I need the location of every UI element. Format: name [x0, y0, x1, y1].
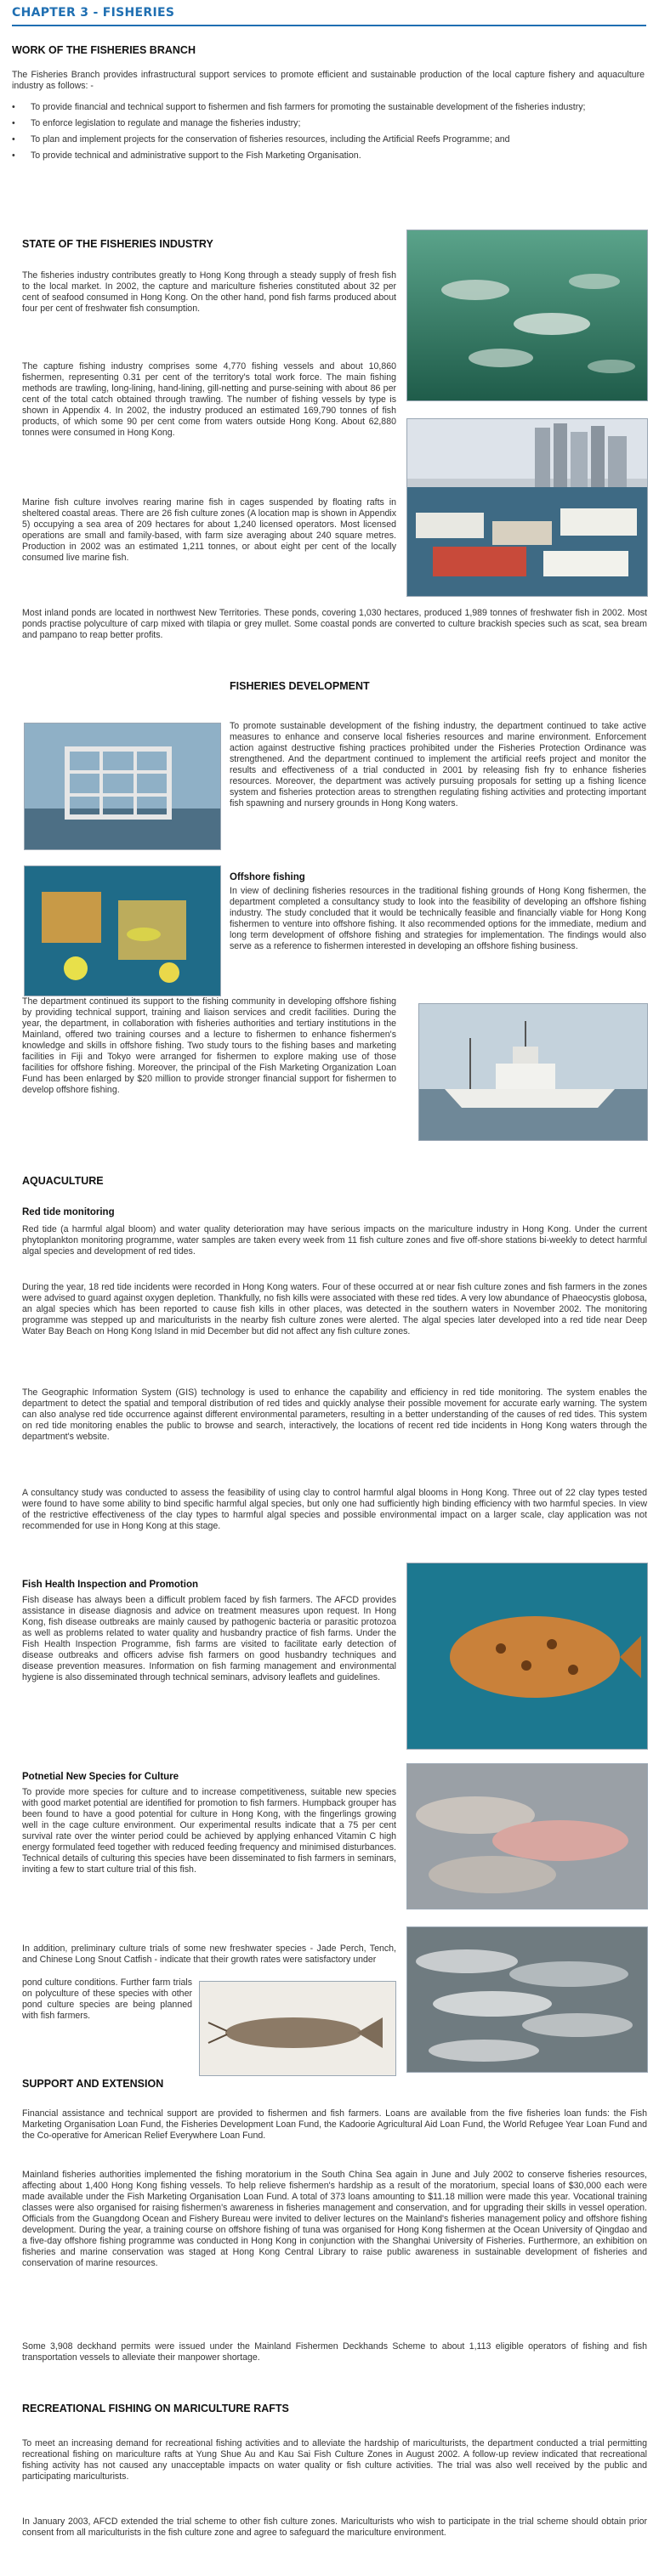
new-species-paragraph-1: To provide more species for culture and to increase competitiveness, suitable new species with good market potential are identified for promotion to fish farmers. Humpback grouper has been found to have a good potential for culture in Hong Kong, with the fingerlings growing well in the cage culture environment. Our experimental results indicate that a 75 per cent survival rate over the winter period could be achieved by applying enhanced Vitamin C high energy formulated feed together with reduced feeding frequency and minimised disturbances. Technical details of culturing this species have been disseminated to fish farmers in seminars, inviting a few to start culture trial of this fish.: [22, 1787, 396, 1875]
reef-fish-photo: [24, 865, 221, 996]
chapter-title: CHAPTER 3 - FISHERIES: [12, 6, 175, 20]
fishing-vessel-photo: [418, 1003, 648, 1141]
chapter-header: [12, 5, 646, 26]
new-species-paragraph-2a: In addition, preliminary culture trials of some new freshwater species - Jade Perch, Tench, and Chinese Long Snout Catfish - indicate that their growth rates were satisfactory under: [22, 1943, 396, 1965]
support-paragraph-2: Mainland fisheries authorities implemented the fishing moratorium in the South China Sea again in June and July 2002 to conserve fisheries resources, affecting about 1,400 Hong Kong fishing vessels. To help relieve fishermen's hardship as a result of the moratorium, special loans of $30,000 each were made available under the Fish Marketing Organisation Loan Fund. A total of 373 loans amounting to $11.18 million were made this year. Vocational training classes were also organised for raising fishermen's awareness in fisheries management and conservation, and for upgrading their skills in vessel operation. Officials from the Guangdong Ocean and Fishery Bureau were invited to deliver lectures on the Mainland's fisheries management policy and offshore fishing development. During the year, a training course on offshore fishing of tuna was organised for Hong Kong fishermen at the Ocean University of Qingdao and a five-day offshore fishing programme was conducted in Hong Kong in conjunction with the Shanghai University of Fisheries. Furthermore, an exhibition on fisheries and marine conservation was staged at Hong Kong Central Library to raise public awareness in sustainable development of fisheries and conservation of marine resources.: [22, 2170, 647, 2268]
redtide-paragraph-2: During the year, 18 red tide incidents were recorded in Hong Kong waters. Four of these occurred at or near fish culture zones and fish farmers in the zones were advised to guard against oxygen depletion. Thankfully, no fish kills were associated with these red tides. A very low abundance of Phaeocystis globosa, an algal species which has been reported to cause fish kills in other places, was detected in the southern waters in November 2002. The monitoring programme was stepped up and mariculturists in the nearby fish culture zones were alerted. The algal species later developed into a red tide near Deep Water Bay Beach on Hong Kong Island in mid December but did not affect any fish culture zones.: [22, 1282, 647, 1336]
new-species-paragraph-2b: pond culture conditions. Further farm trials on polyculture of these species with other pond culture species are being planned with fish farmers.: [22, 1977, 192, 2021]
offshore-paragraph: In view of declining fisheries resources in the traditional fishing grounds of Hong Kong fishermen, the department completed a consultancy study to look into the feasibility of developing an offshore fishing industry. The study concluded that it would be technically feasible and financially viable for Hong Kong fishermen to venture into offshore fishing. It also recommended options for the immediate, medium and long term development of offshore fishing and strategies for implementation. The findings would also serve as a reference to fishermen interested in developing an offshore fishing business.: [230, 886, 646, 951]
state-paragraph-3: Marine fish culture involves rearing marine fish in cages suspended by floating rafts in sheltered coastal areas. There are 26 fish culture zones (A location map is shown in Appendix 5) occupying a sea area of 209 hectares for about 1,240 licensed operators. Most licensed operations are small and family-based, with farm size averaging about 240 square metres. Production in 2002 was an estimated 1,211 tonnes, or about eight per cent of the locally consumed live marine fish.: [22, 497, 396, 563]
branch-bullet: • To enforce legislation to regulate and manage the fisheries industry;: [10, 118, 646, 129]
support-paragraph-3: Some 3,908 deckhand permits were issued under the Mainland Fishermen Deckhands Scheme to about 1,113 eligible operators of fishing and fish transportation vessels to alleviate their manpower shortage.: [22, 2341, 647, 2363]
fish-health-heading: Fish Health Inspection and Promotion: [22, 1580, 199, 1590]
development-paragraph-2: The department continued its support to the fishing community in developing offshore fishing by providing technical support, training and liaison services and credit facilities. During the year, the department, in collaboration with fisheries authorities and tertiary institutions in the Mainland, offered two training courses and a lecture to fishermen to enhance fishermen's knowledge and skills in offshore fishing. Two study tours to the fishing bases and marketing facilities in Fiji and Tokyo were arranged for fishermen to explore making use of those facilities for offshore fishing. Moreover, the principal of the Fish Marketing Organization Loan Fund has been enlarged by $20 million to provide stronger financial support for fishermen to develop offshore fishing.: [22, 996, 396, 1095]
redtide-heading: Red tide monitoring: [22, 1207, 115, 1217]
offshore-heading: Offshore fishing: [230, 872, 305, 882]
recreational-paragraph-2: In January 2003, AFCD extended the trial scheme to other fish culture zones. Mariculturists who wish to participate in the trial scheme should obtain prior consent from all mariculturists in the fish culture zone and agree to safeguard the mariculture environment.: [22, 2516, 647, 2538]
branch-bullet: • To provide technical and administrative support to the Fish Marketing Organisation.: [10, 150, 646, 162]
branch-heading: WORK OF THE FISHERIES BRANCH: [12, 44, 196, 56]
development-heading: FISHERIES DEVELOPMENT: [230, 680, 370, 692]
redtide-paragraph-4: A consultancy study was conducted to assess the feasibility of using clay to control harmful algal blooms in Hong Kong. Three out of 22 clay types tested were found to have some ability to bind specific harmful algal species, but only one had sufficiently high binding efficiency with two harmful species. In view of the restrictive effectiveness of the clay types to harmful algal species and possible environmental impact on a larger scale, clay application was not recommended for use in Hong Kong at this stage.: [22, 1488, 647, 1531]
aquaculture-heading: AQUACULTURE: [22, 1175, 104, 1187]
state-paragraph-2: The capture fishing industry comprises some 4,770 fishing vessels and about 10,860 fishermen, representing 0.31 per cent of the territory's total work force. The main fishing methods are trawling, long-lining, hand-lining, gill-netting and purse-seining with about 86 per cent of the total catch obtained through trawling. The number of fishing vessels by type is shown in Appendix 4. In 2002, the industry produced an estimated 169,790 tonnes of fish products, of which some 90 per cent come from waters outside Hong Kong. About 62,880 tonnes were consumed in Hong Kong.: [22, 361, 396, 438]
support-heading: SUPPORT AND EXTENSION: [22, 2078, 164, 2090]
branch-bullet: • To provide financial and technical support to fishermen and fish farmers for promoting the sustainable development of the fisheries industry;: [10, 102, 646, 113]
state-paragraph-4: Most inland ponds are located in northwest New Territories. These ponds, covering 1,030 hectares, produced 1,989 tonnes of freshwater fish in 2002. Most ponds practise polyculture of carp mixed with tilapia or grey mullet. Some coastal ponds are converted to culture brackish species such as scat, sea bream and pampano to reap better profits.: [22, 608, 647, 640]
fish-health-paragraph: Fish disease has always been a difficult problem faced by fish farmers. The AFCD provides assistance in disease diagnosis and advice on treatment measures upon request. In Hong Kong, fish disease outbreaks are mainly caused by pathogenic bacteria or parasitic protozoa as well as problems related to water quality and husbandry practice of fish farms. Under the Fish Health Inspection Programme, fish farms are visited to facilitate early detection of disease outbreaks and officers advise fish farmers on good husbandry techniques and disease prevention measures. Information on fish farming management and environmental hygiene is also disseminated through technical seminars, advisory leaflets and guidelines.: [22, 1595, 396, 1682]
grouper-photo: [406, 1563, 648, 1750]
branch-bullet: • To plan and implement projects for the conservation of fisheries resources, including the Artificial Reefs Programme; and: [10, 134, 646, 145]
state-paragraph-1: The fisheries industry contributes greatly to Hong Kong through a steady supply of fresh fish to the local market. In 2002, the capture and mariculture fisheries constituted about 32 per cent of seafood consumed in Hong Kong. On the other hand, pond fish farms produced about four per cent of freshwater fish consumption.: [22, 270, 396, 314]
artificial-reef-photo: [24, 723, 221, 850]
branch-bullet-list: [10, 102, 646, 167]
redtide-paragraph-3: The Geographic Information System (GIS) technology is used to enhance the capability and efficiency in red tide monitoring. The system enables the department to detect the spatial and temporal distribution of red tides and quickly analyse their possible movement for accurate early warning. The system can also analyse red tide occurrence against different environmental parameters, resulting in a better understanding of the causes of red tides. This system on red tide monitoring enables the public to browse and search, interactively, the locations of recent red tide incidents in Hong Kong waters through the department's website.: [22, 1387, 647, 1442]
new-species-heading: Potnetial New Species for Culture: [22, 1772, 179, 1782]
redtide-paragraph-1: Red tide (a harmful algal bloom) and water quality deterioration may have serious impacts on the mariculture industry in Hong Kong. Under the current phytoplankton monitoring programme, water samples are taken every week from 11 fish culture zones and five off-shore stations bi-weekly to detect harmful algal species and development of red tides.: [22, 1224, 647, 1257]
recreational-paragraph-1: To meet an increasing demand for recreational fishing activities and to alleviate the hardship of mariculturists, the department conducted a trial permitting recreational fishing on mariculture rafts at Yung Shue Au and Kau Sai Fish Culture Zones in August 2002. A follow-up review indicated that recreational fishing activity has not caused any unacceptable impacts on water quality or fish culture activities. The trial was also well received by the public and participating mariculturists.: [22, 2438, 647, 2482]
fish-pile-photo: [406, 1926, 648, 2073]
recreational-heading: RECREATIONAL FISHING ON MARICULTURE RAFTS: [22, 2403, 289, 2414]
state-heading: STATE OF THE FISHERIES INDUSTRY: [22, 238, 213, 250]
development-paragraph-1: To promote sustainable development of the fishing industry, the department continued to take active measures to enhance and conserve local fisheries resources and marine environment. Enforcement action against destructive fishing practices prohibited under the Fisheries Protection Ordinance was strengthened. And the department continued to implement the artificial reefs project and monitor the results and effectiveness of a trial conducted in 2001 by releasing fish fry to enhance fisheries resources. Moreover, the department was actively pursuing proposals for setting up a fishing licence system and fisheries protection areas to strengthen regulating fishing activities and protecting important fish spawning and nursery grounds in Hong Kong waters.: [230, 721, 646, 809]
harbour-boats-photo: [406, 418, 648, 597]
branch-intro: The Fisheries Branch provides infrastructural support services to promote efficient and sustainable production of the local capture fishery and aquaculture industry as follows: -: [12, 70, 645, 91]
fish-catch-photo: [406, 1763, 648, 1909]
support-paragraph-1: Financial assistance and technical support are provided to fishermen and fish farmers. Loans are available from the five fisheries loan funds: the Fish Marketing Organisation Loan Fund, the Fisheries Development Loan Fund, the Kadoorie Agricultural Aid Loan Fund, the World Refugee Year Loan Fund and the Co-operative for American Relief Everywhere Loan Fund.: [22, 2108, 647, 2141]
fish-school-photo: [406, 230, 648, 401]
catfish-photo: [199, 1981, 396, 2076]
